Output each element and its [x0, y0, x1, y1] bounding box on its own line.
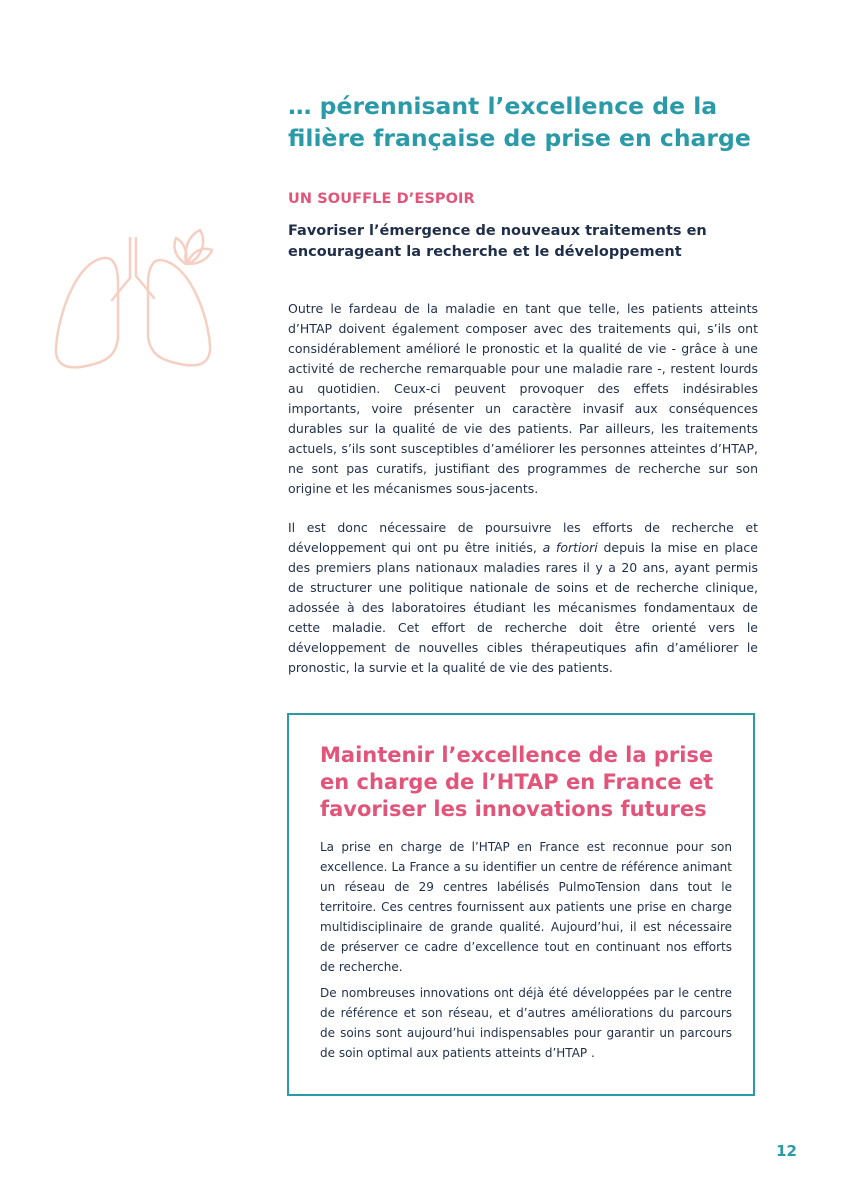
page-number: 12	[776, 1142, 797, 1160]
body-paragraph-2-text-b: depuis la mise en place des premiers plans nationaux maladies rares il y a 20 ans, ayant permis de structurer une politique nationale de soins et de recherche clinique, adossée à des laboratoires étudiant les mécanismes fondamentaux de cette maladie. Cet effort de recherche doit être orienté vers le développement de nouvelles cibles thérapeutiques afin d’améliorer le pronostic, la survie et la qualité de vie des patients.	[288, 540, 758, 675]
section-subheading: Favoriser l’émergence de nouveaux traitements en encourageant la recherche et le développement	[288, 223, 707, 260]
body-paragraph-2	[288, 518, 758, 678]
callout-title: Maintenir l’excellence de la prise en charge de l’HTAP en France et favoriser les innovations futures	[320, 743, 714, 821]
section-kicker: UN SOUFFLE D’ESPOIR	[288, 191, 475, 207]
page-title	[288, 90, 768, 154]
callout-paragraph-2: De nombreuses innovations ont déjà été développées par le centre de référence et son réseau, et d’autres améliorations du parcours de soins sont aujourd’hui indispensables pour garantir un parcours de soin optimal aux patients atteints d’HTAP .	[320, 986, 732, 1060]
page-title-line-2: filière française de prise en charge	[288, 124, 751, 152]
body-paragraph-2-italic: a fortiori	[542, 540, 598, 555]
callout-paragraph-1: La prise en charge de l’HTAP en France est reconnue pour son excellence. La France a su identifier un centre de référence animant un réseau de 29 centres labélisés PulmoTension dans tout le territoire. Ces centres fournissent aux patients une prise en charge multidisciplinaire de grande qualité. Aujourd’hui, il est nécessaire de préserver ce cadre d’excellence tout en continuant nos efforts de recherche.	[320, 840, 732, 974]
callout-box	[287, 713, 755, 1096]
body-paragraph-2-text-a: Il est donc nécessaire de poursuivre les efforts de recherche et développement qui ont pu être initiés,	[288, 520, 758, 555]
body-paragraph-1: Outre le fardeau de la maladie en tant que telle, les patients atteints d’HTAP doivent également composer avec des traitements qui, s’ils ont considérablement amélioré le pronostic et la qualité de vie - grâce à une activité de recherche remarquable pour une maladie rare -, restent lourds au quotidien. Ceux-ci peuvent provoquer des effets indésirables importants, voire présenter un caractère invasif aux conséquences durables sur la qualité de vie des patients. Par ailleurs, les traitements actuels, s’ils sont susceptibles d’améliorer les personnes atteintes d’HTAP, ne sont pas curatifs, justifiant des programmes de recherche sur son origine et les mécanismes sous-jacents.	[288, 301, 758, 496]
lungs-icon	[48, 218, 218, 378]
page-title-line-1: … pérennisant l’excellence de la	[288, 92, 718, 120]
